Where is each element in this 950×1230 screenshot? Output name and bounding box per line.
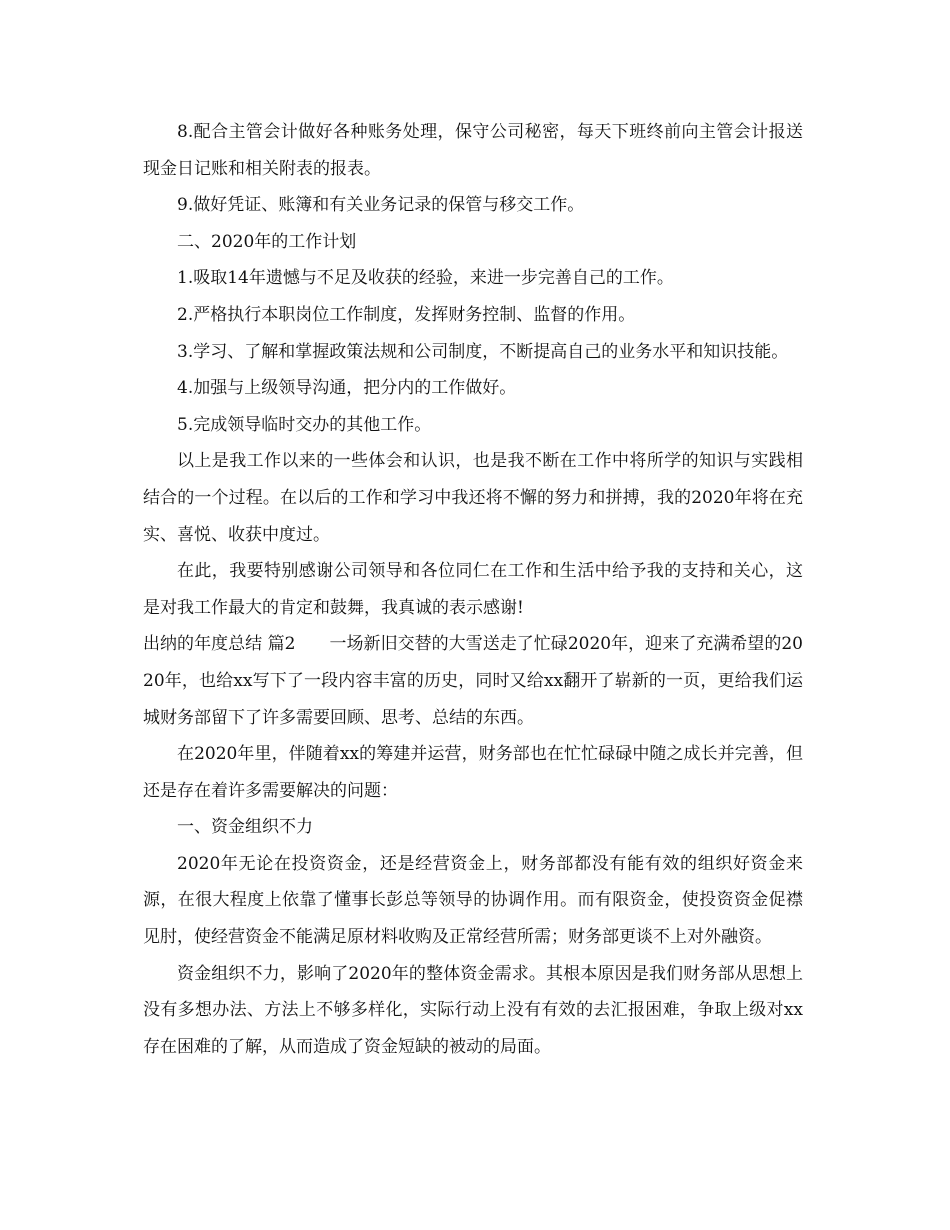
section-heading-plan: 二、2020年的工作计划 xyxy=(177,231,357,252)
paragraph-item-8: 8.配合主管会计做好各种账务处理，保守公司秘密，每天下班终前向主管会计报送现金日记账和相关附表的报表。 xyxy=(143,122,803,179)
plan-item-2: 2.严格执行本职岗位工作制度，发挥财务控制、监督的作用。 xyxy=(177,304,636,325)
article-2-intro: 出纳的年度总结 篇2 一场新旧交替的大雪送走了忙碌2020年，迎来了充满希望的2020年，也给xx写下了一段内容丰富的历史，同时又给xx翻开了崭新的一页，更给我们运城财务部留下了许多需要回顾、思考、总结的东西。 xyxy=(143,634,803,728)
plan-item-5: 5.完成领导临时交办的其他工作。 xyxy=(177,414,432,435)
funding-paragraph-1: 2020年无论在投资资金，还是经营资金上，财务部都没有能有效的组织好资金来源，在很大程度上依靠了懂事长彭总等领导的协调作用。而有限资金，使投资资金促襟见肘，使经营资金不能满足原材料收购及正常经营所需；财务部更谈不上对外融资。 xyxy=(143,853,803,948)
section-heading-funding: 一、资金组织不力 xyxy=(177,817,313,838)
thanks-paragraph: 在此，我要特别感谢公司领导和各位同仁在工作和生活中给予我的支持和关心，这是对我工作最大的肯定和鼓舞，我真诚的表示感谢! xyxy=(143,561,803,618)
paragraph-item-9: 9.做好凭证、账簿和有关业务记录的保管与移交工作。 xyxy=(177,195,585,216)
plan-item-4: 4.加强与上级领导沟通，把分内的工作做好。 xyxy=(177,378,517,399)
plan-item-3: 3.学习、了解和掌握政策法规和公司制度，不断提高自己的业务水平和知识技能。 xyxy=(177,341,789,362)
article-2-context: 在2020年里，伴随着xx的筹建并运营，财务部也在忙忙碌碌中随之成长并完善，但还是存在着许多需要解决的问题： xyxy=(143,744,803,801)
document-body xyxy=(143,114,803,1065)
plan-item-1: 1.吸取14年遗憾与不足及收获的经验，来进一步完善自己的工作。 xyxy=(177,268,674,289)
closing-paragraph: 以上是我工作以来的一些体会和认识，也是我不断在工作中将所学的知识与实践相结合的一个过程。在以后的工作和学习中我还将不懈的努力和拼搏，我的2020年将在充实、喜悦、收获中度过。 xyxy=(143,451,803,545)
funding-paragraph-2: 资金组织不力，影响了2020年的整体资金需求。其根本原因是我们财务部从思想上没有多想办法、方法上不够多样化，实际行动上没有有效的去汇报困难，争取上级对xx存在困难的了解，从而造成了资金短缺的被动的局面。 xyxy=(143,963,803,1057)
